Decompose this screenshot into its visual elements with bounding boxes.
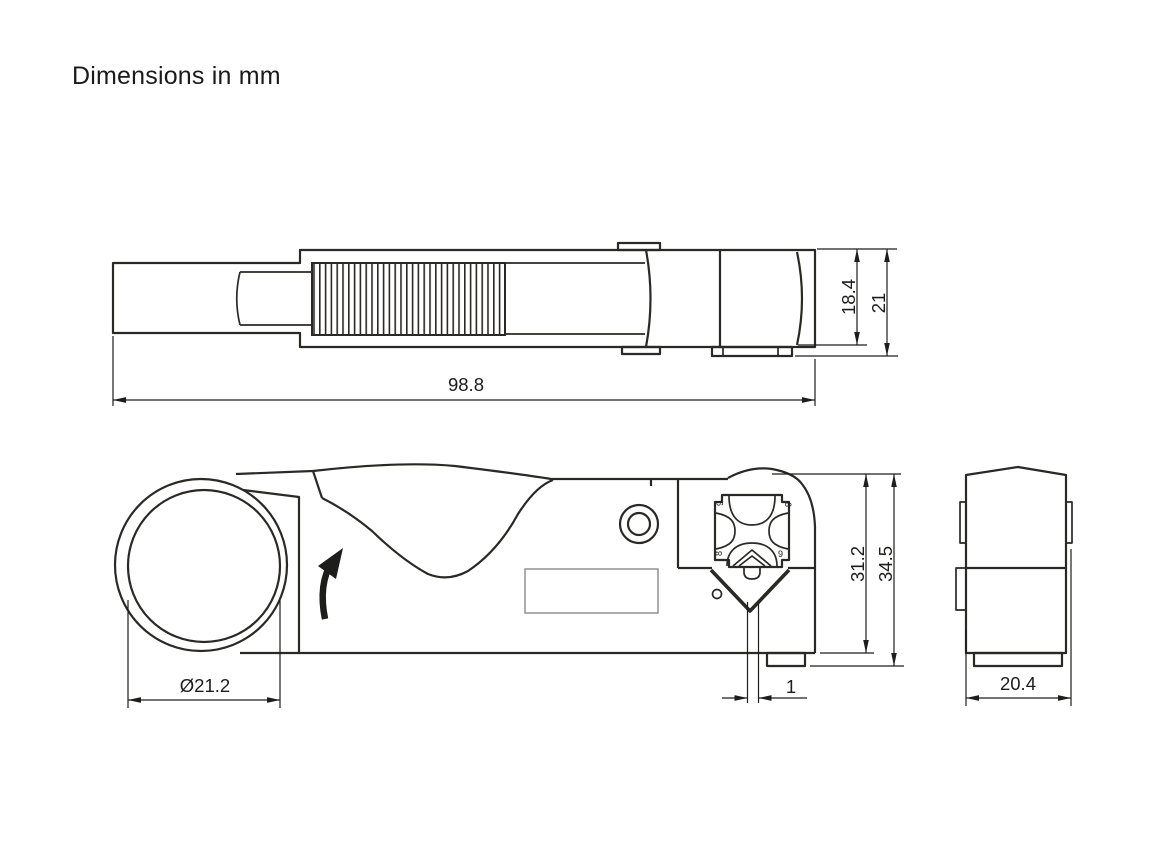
side-view-foot — [767, 653, 805, 666]
drawing-title: Dimensions in mm — [72, 62, 281, 90]
cassette-blade-chevron — [733, 550, 771, 566]
pin-hole — [713, 590, 722, 599]
side-view-dimensions — [128, 474, 904, 708]
body-parting-curve — [646, 250, 651, 347]
lever-top — [313, 464, 551, 479]
end-view — [956, 467, 1072, 666]
knurled-grip — [312, 263, 505, 335]
cassette-mark-top-right: 6 — [783, 502, 793, 508]
cassette-mark-bottom-left: 8 — [714, 550, 724, 556]
top-view-foot — [712, 347, 792, 356]
end-view-foot — [974, 653, 1062, 666]
barrel-inner-circle — [128, 490, 280, 642]
side-view — [115, 464, 815, 703]
bottom-latch-tab — [622, 347, 660, 354]
end-cap-curve — [797, 252, 802, 345]
end-view-dimensions — [966, 549, 1071, 706]
dim-top-overall-height: 21 — [868, 292, 889, 314]
label-plate — [525, 569, 658, 613]
lever-left-edge — [313, 471, 322, 498]
carriage-panel — [505, 263, 645, 334]
cassette-blade-arch — [727, 543, 777, 566]
top-view — [113, 243, 815, 356]
tube-inner-slide — [237, 272, 312, 325]
cassette-right-arc — [769, 513, 788, 549]
barrel-outer-circle — [115, 479, 287, 651]
cassette-blade-stem — [744, 567, 760, 579]
pivot-screw-inner — [628, 513, 650, 535]
dim-end-width: 20.4 — [999, 673, 1037, 694]
dim-side-overall-height: 34.5 — [875, 545, 896, 583]
cassette-mark-top-left: 9 — [715, 500, 725, 506]
cassette-mark-bottom-right: 9 — [778, 549, 784, 559]
dim-barrel-diameter: Ø21.2 — [179, 675, 231, 696]
end-view-lower-tab — [956, 568, 966, 610]
dim-overall-length: 98.8 — [447, 374, 485, 395]
dim-blade-slot-width: 1 — [785, 676, 797, 697]
dim-side-body-height: 31.2 — [847, 545, 868, 583]
cassette-dome — [729, 496, 775, 525]
end-view-outline — [966, 467, 1066, 653]
dim-top-body-height: 18.4 — [838, 278, 859, 316]
cassette-left-arc — [716, 513, 735, 549]
top-latch-tab — [618, 243, 660, 250]
lever-cutout-curve — [322, 480, 553, 577]
body-top-edge — [551, 479, 728, 486]
barrel-to-lever-line — [236, 471, 313, 474]
foot-dividers — [723, 347, 778, 356]
v-notch — [711, 570, 789, 611]
rotation-arrow-head — [318, 548, 343, 579]
pivot-screw-outer — [620, 505, 658, 543]
